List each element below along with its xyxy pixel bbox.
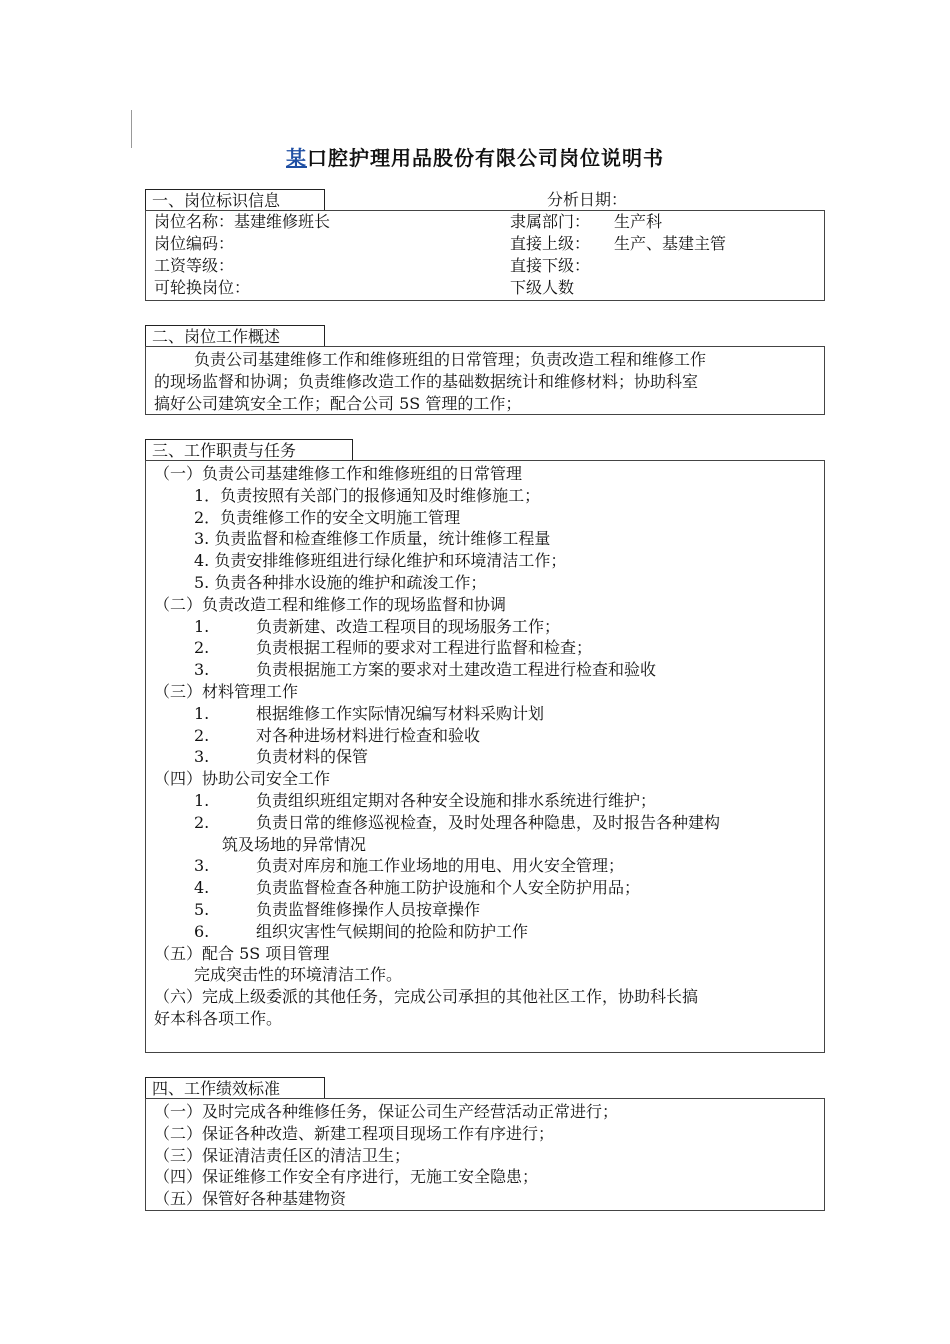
performance-item: （三）保证清洁责任区的清洁卫生； bbox=[154, 1145, 411, 1165]
section3-box bbox=[145, 460, 825, 1053]
duty-item-text: 负责监督维修操作人员按章操作 bbox=[256, 899, 481, 919]
duty-item bbox=[146, 659, 824, 681]
duty-item bbox=[146, 899, 824, 921]
duty-group-title: （一）负责公司基建维修工作和维修班组的日常管理 bbox=[154, 464, 523, 483]
duty-item: 2．负责维修工作的安全文明施工管理 bbox=[194, 507, 461, 527]
section2-heading: 二、岗位工作概述 bbox=[145, 325, 325, 346]
duty-item-text: 对各种进场材料进行检查和验收 bbox=[256, 725, 481, 745]
duty-item: 完成突击性的环境清洁工作。 bbox=[194, 965, 403, 985]
superior-value: 生产、基建主管 bbox=[614, 234, 727, 253]
duty-item-number: 6. bbox=[194, 921, 210, 941]
title-first-char: 某 bbox=[286, 146, 307, 170]
duty-item-text: 负责日常的维修巡视检查，及时处理各种隐患，及时报告各种建构 bbox=[256, 812, 721, 832]
section2-box bbox=[145, 346, 825, 415]
duty-item bbox=[146, 812, 824, 834]
section4-heading: 四、工作绩效标准 bbox=[145, 1077, 325, 1098]
duty-group-title: （五）配合 5S 项目管理 bbox=[154, 943, 330, 963]
duty-group-title: （二）负责改造工程和维修工作的现场监督和协调 bbox=[154, 594, 507, 614]
duty-item-number: 3. bbox=[194, 856, 210, 876]
duty-item-text: 组织灾害性气候期间的抢险和防护工作 bbox=[256, 921, 529, 941]
department-label: 隶属部门： bbox=[510, 212, 591, 231]
duty-item-number: 1. bbox=[194, 790, 210, 810]
performance-item: （二）保证各种改造、新建工程项目现场工作有序进行； bbox=[154, 1123, 555, 1143]
overview-line: 负责公司基建维修工作和维修班组的日常管理；负责改造工程和维修工作 bbox=[194, 350, 707, 369]
duty-item-number: 1. bbox=[194, 703, 210, 723]
performance-item: （四）保证维修工作安全有序进行，无施工安全隐患； bbox=[154, 1167, 539, 1187]
post-name: 岗位名称：基建维修班长 bbox=[154, 212, 331, 231]
info-row bbox=[146, 255, 824, 277]
duty-item bbox=[146, 616, 824, 638]
section3-heading: 三、工作职责与任务 bbox=[145, 439, 353, 460]
document-title bbox=[0, 142, 950, 171]
duty-item: 5. 负责各种排水设施的维护和疏浚工作； bbox=[194, 572, 487, 592]
duty-item: 1．负责按照有关部门的报修通知及时维修施工； bbox=[194, 485, 541, 505]
info-row bbox=[146, 233, 824, 255]
duty-group-continuation: 好本科各项工作。 bbox=[154, 1008, 283, 1028]
analysis-date-label: 分析日期： bbox=[547, 190, 628, 209]
duty-item-number: 2. bbox=[194, 725, 210, 745]
duty-group-title: （六）完成上级委派的其他任务，完成公司承担的其他社区工作，协助科长搞 bbox=[154, 987, 699, 1007]
overview-paragraph bbox=[146, 347, 824, 415]
duty-item-continuation: 筑及场地的异常情况 bbox=[222, 834, 367, 854]
duty-group-title: （三）材料管理工作 bbox=[154, 681, 299, 701]
performance-item: （五）保管好各种基建物资 bbox=[154, 1189, 347, 1209]
duty-item-text: 负责组织班组定期对各种安全设施和排水系统进行维护； bbox=[256, 790, 657, 810]
subordinate-count-label: 下级人数 bbox=[510, 278, 575, 297]
duty-item-number: 2. bbox=[194, 638, 210, 658]
duty-item-text: 负责材料的保管 bbox=[256, 747, 369, 767]
duty-item bbox=[146, 637, 824, 659]
duty-item-text: 负责对库房和施工作业场地的用电、用火安全管理； bbox=[256, 856, 625, 876]
section1-heading: 一、岗位标识信息 bbox=[145, 189, 325, 210]
section-performance bbox=[145, 1077, 825, 1211]
duty-item-text: 负责根据工程师的要求对工程进行监督和检查； bbox=[256, 638, 593, 658]
rotation-post: 可轮换岗位： bbox=[154, 278, 251, 297]
duty-item-text: 负责根据施工方案的要求对土建改造工程进行检查和验收 bbox=[256, 660, 657, 680]
section4-box bbox=[145, 1098, 825, 1211]
duty-item bbox=[146, 703, 824, 725]
overview-line: 的现场监督和协调；负责维修改造工作的基础数据统计和维修材料；协助科室 bbox=[154, 372, 699, 391]
section-duties bbox=[145, 439, 825, 1053]
duty-item-text: 负责新建、改造工程项目的现场服务工作； bbox=[256, 616, 561, 636]
overview-line: 搞好公司建筑安全工作；配合公司 5S 管理的工作； bbox=[154, 394, 522, 413]
duty-item-number: 5. bbox=[194, 899, 210, 919]
duty-item-number: 3. bbox=[194, 660, 210, 680]
info-row bbox=[146, 211, 824, 233]
duty-item bbox=[146, 790, 824, 812]
duty-item: 3. 负责监督和检查维修工作质量，统计维修工程量 bbox=[194, 529, 551, 549]
duty-item-text: 根据维修工作实际情况编写材料采购计划 bbox=[256, 703, 545, 723]
duty-item-number: 4. bbox=[194, 878, 210, 898]
section-work-overview bbox=[145, 325, 825, 415]
duty-item-number: 1. bbox=[194, 616, 210, 636]
duty-item-number: 3. bbox=[194, 747, 210, 767]
section1-box bbox=[145, 210, 825, 301]
duty-item bbox=[146, 877, 824, 899]
salary-grade: 工资等级： bbox=[154, 256, 235, 275]
duty-item: 4. 负责安排维修班组进行绿化维护和环境清洁工作； bbox=[194, 551, 567, 571]
duty-item-text: 负责监督检查各种施工防护设施和个人安全防护用品； bbox=[256, 878, 641, 898]
info-row bbox=[146, 277, 824, 299]
duty-item-number: 2. bbox=[194, 812, 210, 832]
subordinate-label: 直接下级： bbox=[510, 256, 591, 275]
duty-item bbox=[146, 725, 824, 747]
duty-item bbox=[146, 855, 824, 877]
post-code: 岗位编码： bbox=[154, 234, 235, 253]
department-value: 生产科 bbox=[614, 212, 663, 231]
duty-group-title: （四）协助公司安全工作 bbox=[154, 769, 331, 789]
performance-item: （一）及时完成各种维修任务，保证公司生产经营活动正常进行； bbox=[154, 1102, 619, 1121]
title-rest: 口腔护理用品股份有限公司岗位说明书 bbox=[307, 146, 664, 170]
section-position-info bbox=[145, 189, 825, 301]
superior-label: 直接上级： bbox=[510, 234, 591, 253]
duty-item bbox=[146, 746, 824, 768]
duty-item bbox=[146, 921, 824, 943]
